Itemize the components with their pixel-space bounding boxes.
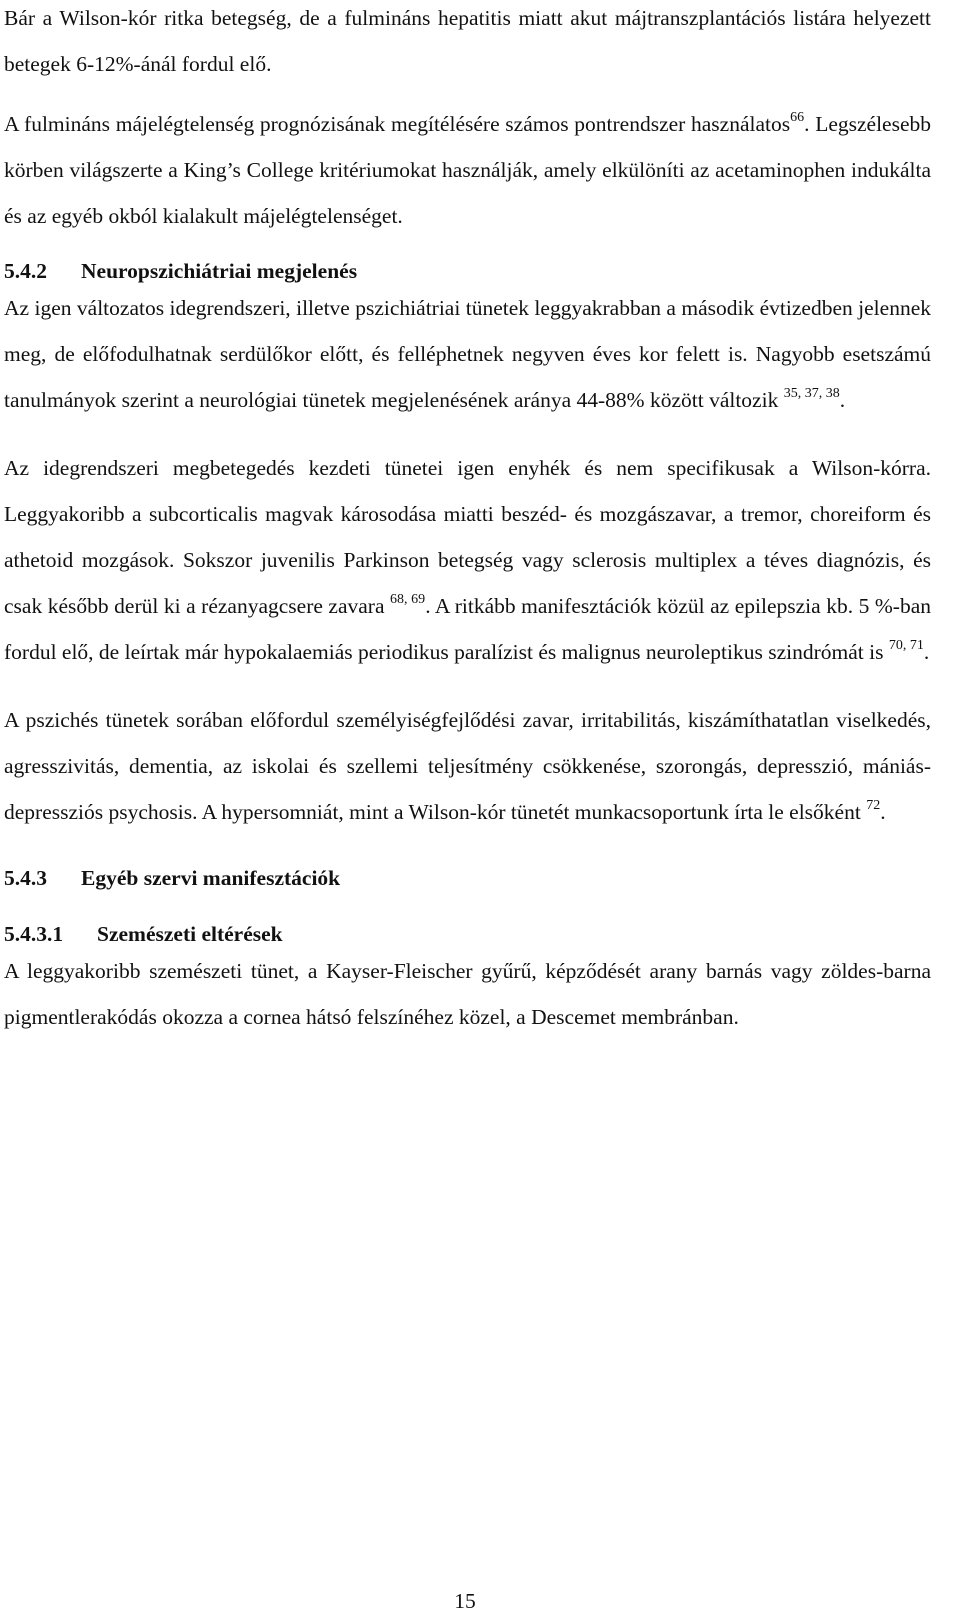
section-heading-5431 <box>4 919 931 949</box>
paragraph-text: Az igen változatos idegrendszeri, illetve pszichiátriai tünetek leggyakrabban a második évtizedben jelennek meg, de előfodulhatnak serdülőkor előtt, és felléphetnek negyven éves kor felett is. Nagyobb esetszámú tanulmányok szerint a neurológiai tünetek megjelenésének aránya 44-88% között változik <box>4 296 931 412</box>
paragraph-text: A leggyakoribb szemészeti tünet, a Kayser-Fleischer gyűrű, képződését arany barnás vagy zöldes-barna pigmentlerakódás okozza a cornea hátsó felszínéhez közel, a Descemet membránban. <box>4 959 931 1029</box>
section-title: Szemészeti eltérések <box>97 922 283 946</box>
section-number: 5.4.2 <box>4 259 47 283</box>
paragraph-prognosis <box>4 101 931 239</box>
citation: 35, 37, 38 <box>783 385 840 401</box>
paragraph-text: . A ritkább manifesztációk közül az epilepszia kb. 5 %-ban fordul elő, de leírtak már hypokalaemiás periodikus paralízist és malignus neuroleptikus szindrómát is <box>4 594 932 664</box>
paragraph-neuro-intro <box>4 285 931 423</box>
page-number: 15 <box>454 1589 476 1613</box>
section-heading-542 <box>4 256 931 286</box>
citation: 72 <box>866 797 881 813</box>
section-number: 5.4.3.1 <box>4 922 64 946</box>
paragraph-text: A fulmináns májelégtelenség prognózisának megítélésére számos pontrendszer használatos <box>4 112 791 136</box>
section-title: Neuropszichiátriai megjelenés <box>81 259 358 283</box>
citation: 68, 69 <box>390 591 426 607</box>
paragraph-text: . <box>923 640 930 664</box>
paragraph-text: Bár a Wilson-kór ritka betegség, de a fulmináns hepatitis miatt akut májtranszplantációs listára helyezett betegek 6-12%-ánál fordul elő. <box>4 6 931 76</box>
section-number: 5.4.3 <box>4 866 47 890</box>
paragraph-text: . <box>839 388 846 412</box>
paragraph-neuro-symptoms <box>4 445 931 675</box>
section-title: Egyéb szervi manifesztációk <box>81 866 341 890</box>
citation: 66 <box>790 109 805 125</box>
paragraph-psychiatric <box>4 697 931 835</box>
paragraph-text: Az idegrendszeri megbetegedés kezdeti tünetei igen enyhék és nem specifikusak a Wilson-kórra. Leggyakoribb a subcorticalis magvak károsodása miatti beszéd- és mozgászavar, a tremor, choreiform és athetoid mozgások. Sokszor juvenilis Parkinson betegség vagy sclerosis multiplex a téves diagnózis, és csak később derül ki a rézanyagcsere zavara <box>4 456 931 618</box>
citation: 70, 71 <box>888 637 924 653</box>
paragraph-text: A pszichés tünetek sorában előfordul személyiségfejlődési zavar, irritabilitás, kiszámíthatatlan viselkedés, agresszivitás, dementia, az iskolai és szellemi teljesítmény csökkenése, szorongás, depresszió, mániás-depressziós psychosis. A hypersomniát, mint a Wilson-kór tünetét munkacsoportunk írta le elsőként <box>4 708 931 824</box>
document-page <box>4 0 931 1040</box>
paragraph-text: . Legszélesebb körben világszerte a King’s College kritériumokat használják, amely elkülöníti az acetaminophen indukálta és az egyéb okból kialakult májelégtelenséget. <box>4 112 931 228</box>
paragraph-ophthalmic <box>4 948 931 1040</box>
paragraph-text: . <box>880 800 886 824</box>
section-heading-543 <box>4 863 931 893</box>
paragraph-transplant <box>4 0 931 87</box>
